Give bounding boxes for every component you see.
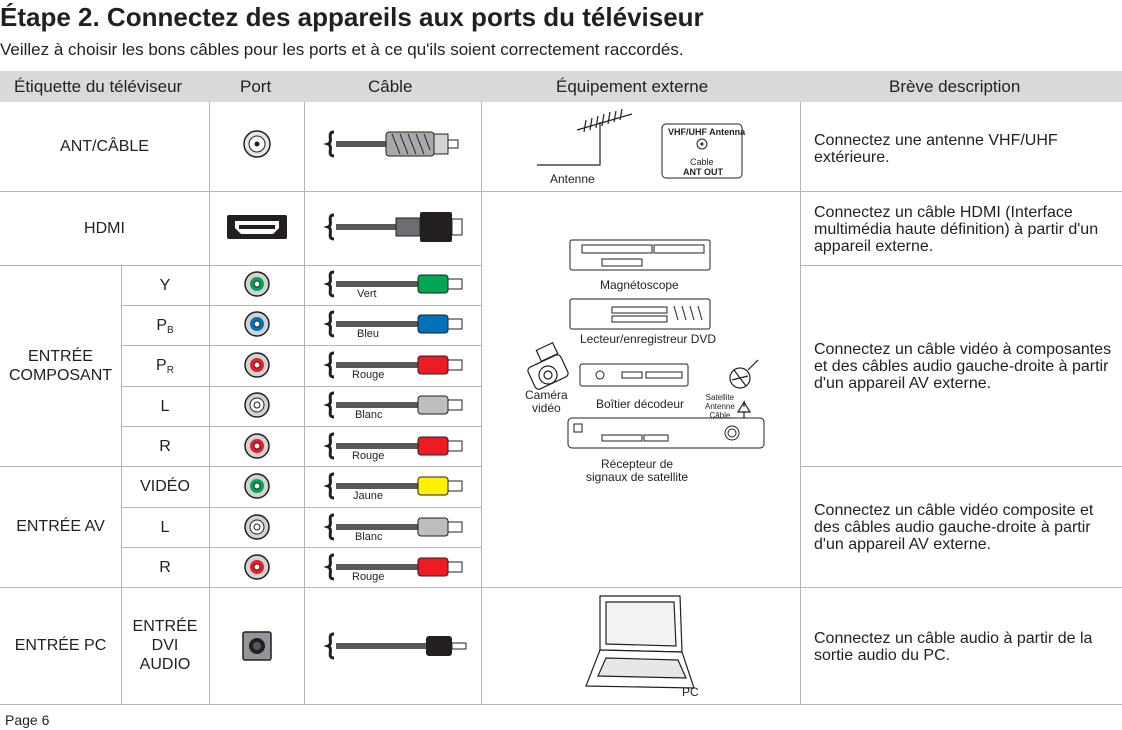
header-equipment: Équipement externe	[556, 77, 709, 96]
cable-label-rouge-3: Rouge	[352, 571, 385, 583]
label-antenna-box-title: VHF/UHF Antenna	[668, 127, 746, 137]
page-title: Étape 2. Connectez des appareils aux ports du téléviseur	[0, 2, 704, 32]
cable-label-blanc-2: Blanc	[355, 531, 383, 543]
cable-label-rouge-2: Rouge	[352, 450, 385, 462]
header-port: Port	[240, 77, 272, 96]
page-footer: Page 6	[5, 712, 50, 728]
rca-port-video-icon	[245, 474, 269, 498]
label-vcr: Magnétoscope	[600, 278, 679, 292]
label-pc-sub-line3: AUDIO	[139, 655, 191, 673]
rca-cable-red-icon	[328, 353, 462, 377]
rca-cable-red-3-icon	[328, 555, 462, 579]
rca-cable-yellow-icon	[328, 474, 462, 498]
desc-av: Connectez un câble vidéo composite et des câbles audio gauche-droite à partir d'un appareil AV externe.	[814, 502, 1094, 553]
rca-port-l-icon	[245, 393, 269, 417]
header-label: Étiquette du téléviseur	[14, 77, 183, 96]
label-component-l: L	[160, 397, 170, 415]
rca-port-r-icon	[245, 434, 269, 458]
label-camera-line1: Caméra	[525, 388, 568, 402]
cable-label-bleu: Bleu	[357, 328, 380, 340]
label-video: VIDÉO	[140, 478, 190, 495]
desc-hdmi: Connectez un câble HDMI (Interface multimédia haute définition) à partir d'un appareil externe.	[814, 204, 1099, 255]
label-sat-line1: Satellite	[705, 393, 735, 402]
rca-cable-blue-icon	[328, 312, 462, 336]
label-antenna-box-cable: Cable	[690, 157, 714, 167]
camcorder-icon	[527, 343, 570, 391]
desc-ant: Connectez une antenne VHF/UHF extérieure.	[814, 132, 1058, 166]
label-sat-line3: Câble	[709, 411, 731, 420]
label-hdmi: HDMI	[84, 219, 125, 237]
label-sat	[705, 393, 735, 420]
rca-port-pb-icon	[245, 312, 269, 336]
laptop-icon	[586, 596, 694, 688]
label-y: Y	[159, 276, 171, 294]
coax-cable-icon	[328, 132, 458, 156]
label-pc-sub	[121, 600, 209, 690]
rca-port-av-l-icon	[245, 515, 269, 539]
vcr-icon	[570, 240, 710, 270]
label-pb	[121, 305, 209, 345]
label-ant-cable: ANT/CÂBLE	[60, 138, 149, 155]
label-pb-sub: B	[167, 324, 174, 336]
cable-label-blanc: Blanc	[355, 409, 383, 421]
rca-cable-red-2-icon	[328, 434, 462, 458]
label-component	[0, 265, 121, 466]
label-pb-main: P	[156, 316, 167, 334]
dvd-player-icon	[570, 299, 710, 329]
cable-label-vert: Vert	[357, 288, 377, 300]
label-pr	[121, 345, 209, 386]
satellite-receiver-icon	[568, 418, 764, 448]
rca-cable-white-2-icon	[328, 515, 462, 539]
label-sat-receiver-line1: Récepteur de	[601, 457, 674, 471]
rca-port-av-r-icon	[245, 555, 269, 579]
label-antenna-box-out: ANT OUT	[683, 167, 723, 177]
label-component-r: R	[159, 437, 171, 455]
rca-port-y-icon	[245, 272, 269, 296]
label-pc-device: PC	[682, 685, 699, 699]
label-camera	[525, 389, 568, 415]
rca-port-pr-icon	[245, 353, 269, 377]
label-pr-main: P	[156, 357, 167, 374]
set-top-box-icon	[580, 364, 688, 386]
cable-column	[304, 102, 481, 704]
label-sat-receiver	[586, 458, 688, 484]
label-component-line1: ENTRÉE	[28, 347, 93, 365]
header-cable: Câble	[368, 77, 413, 96]
label-pc-sub-line2: DVI	[151, 636, 179, 654]
label-sat-receiver-line2: signaux de satellite	[586, 470, 689, 484]
label-av: ENTRÉE AV	[16, 518, 105, 535]
antenna-icon	[537, 109, 632, 165]
label-pc-sub-line1: ENTRÉE	[132, 617, 198, 635]
desc-component: Connectez un câble vidéo à composantes et des câbles audio gauche-droite à partir d'un appareil AV externe.	[814, 341, 1112, 392]
audio-jack-port-icon	[243, 632, 271, 660]
hdmi-port-icon	[227, 215, 287, 239]
hdmi-cable-icon	[328, 212, 462, 242]
rca-cable-white-icon	[328, 393, 462, 417]
label-antenna: Antenne	[550, 172, 595, 186]
desc-pc: Connectez un câble audio à partir de la sortie audio du PC.	[814, 630, 1093, 664]
port-column	[209, 102, 304, 704]
table-header	[0, 71, 1122, 102]
coax-port-icon	[244, 131, 270, 157]
label-component-line2: COMPOSANT	[8, 366, 113, 384]
cable-label-jaune: Jaune	[353, 490, 383, 502]
label-settop: Boîtier décodeur	[596, 397, 685, 411]
page-subtitle: Veillez à choisir les bons câbles pour les ports et à ce qu'ils soient correctement raccordés.	[0, 40, 684, 59]
label-av-l: L	[160, 518, 170, 536]
audio-cable-icon	[328, 634, 466, 658]
label-pr-sub: R	[166, 365, 174, 376]
label-dvd: Lecteur/enregistreur DVD	[580, 332, 717, 346]
label-pc: ENTRÉE PC	[14, 637, 107, 654]
rca-cable-green-icon	[328, 272, 462, 296]
label-camera-line2: vidéo	[532, 401, 561, 415]
header-description: Brève description	[889, 77, 1021, 96]
cable-label-rouge: Rouge	[352, 369, 385, 381]
label-av-r: R	[159, 558, 171, 576]
label-sat-line2: Antenne	[705, 402, 735, 411]
